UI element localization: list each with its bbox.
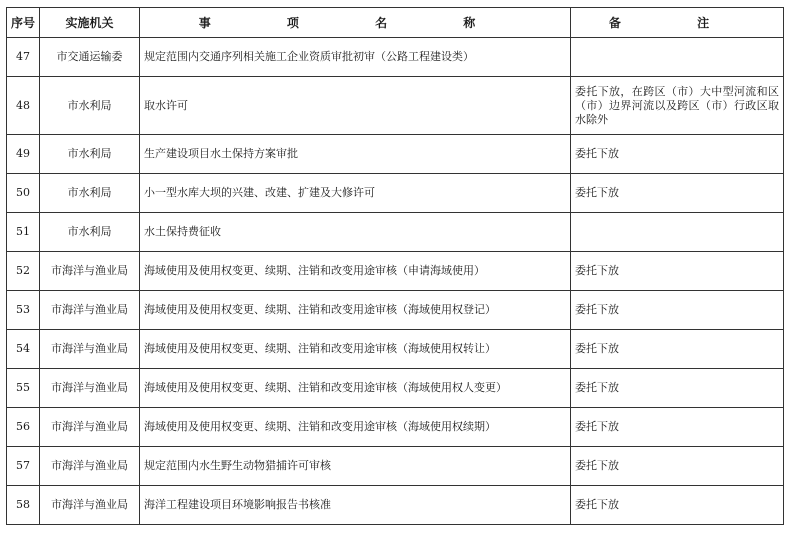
table-row [7, 408, 784, 447]
table-row [7, 291, 784, 330]
row-agency: 市水利局 [40, 135, 140, 174]
row-item: 海域使用及使用权变更、续期、注销和改变用途审核（海域使用权续期） [140, 408, 571, 447]
row-remark [571, 213, 784, 252]
row-agency: 市海洋与渔业局 [40, 291, 140, 330]
row-remark: 委托下放 [571, 486, 784, 525]
row-remark: 委托下放 [571, 252, 784, 291]
row-item: 生产建设项目水土保持方案审批 [140, 135, 571, 174]
row-num: 56 [7, 408, 40, 447]
row-remark: 委托下放，在跨区（市）大中型河流和区（市）边界河流以及跨区（市）行政区取水除外 [571, 77, 784, 135]
row-num: 57 [7, 447, 40, 486]
items-table [6, 7, 784, 525]
table-row [7, 330, 784, 369]
table-header-row [7, 8, 784, 38]
header-remark: 备 注 [571, 8, 784, 38]
row-num: 49 [7, 135, 40, 174]
row-remark: 委托下放 [571, 135, 784, 174]
table-row [7, 213, 784, 252]
row-item: 海域使用及使用权变更、续期、注销和改变用途审核（申请海域使用） [140, 252, 571, 291]
header-item: 事 项 名 称 [140, 8, 571, 38]
row-num: 47 [7, 38, 40, 77]
table-row [7, 447, 784, 486]
row-agency: 市海洋与渔业局 [40, 330, 140, 369]
row-agency: 市海洋与渔业局 [40, 408, 140, 447]
table-row [7, 135, 784, 174]
table-row [7, 77, 784, 135]
row-num: 50 [7, 174, 40, 213]
row-remark: 委托下放 [571, 291, 784, 330]
table-row [7, 252, 784, 291]
row-item: 规定范围内水生野生动物猎捕许可审核 [140, 447, 571, 486]
row-remark: 委托下放 [571, 447, 784, 486]
row-agency: 市水利局 [40, 213, 140, 252]
header-num: 序号 [7, 8, 40, 38]
row-remark: 委托下放 [571, 174, 784, 213]
table-row [7, 369, 784, 408]
row-num: 48 [7, 77, 40, 135]
row-num: 51 [7, 213, 40, 252]
row-remark: 委托下放 [571, 369, 784, 408]
row-agency: 市水利局 [40, 174, 140, 213]
row-item: 海域使用及使用权变更、续期、注销和改变用途审核（海域使用权登记） [140, 291, 571, 330]
row-item: 海域使用及使用权变更、续期、注销和改变用途审核（海域使用权转让） [140, 330, 571, 369]
row-agency: 市海洋与渔业局 [40, 447, 140, 486]
row-item: 规定范围内交通序列相关施工企业资质审批初审（公路工程建设类） [140, 38, 571, 77]
row-num: 55 [7, 369, 40, 408]
row-item: 海域使用及使用权变更、续期、注销和改变用途审核（海域使用权人变更） [140, 369, 571, 408]
row-remark: 委托下放 [571, 330, 784, 369]
row-agency: 市交通运输委 [40, 38, 140, 77]
row-agency: 市海洋与渔业局 [40, 252, 140, 291]
row-num: 53 [7, 291, 40, 330]
row-num: 54 [7, 330, 40, 369]
row-agency: 市海洋与渔业局 [40, 486, 140, 525]
row-agency: 市海洋与渔业局 [40, 369, 140, 408]
table-row [7, 486, 784, 525]
table-row [7, 38, 784, 77]
row-item: 海洋工程建设项目环境影响报告书核准 [140, 486, 571, 525]
row-remark: 委托下放 [571, 408, 784, 447]
header-agency: 实施机关 [40, 8, 140, 38]
table-row [7, 174, 784, 213]
row-remark [571, 38, 784, 77]
row-item: 水土保持费征收 [140, 213, 571, 252]
row-agency: 市水利局 [40, 77, 140, 135]
row-num: 58 [7, 486, 40, 525]
row-num: 52 [7, 252, 40, 291]
row-item: 小一型水库大坝的兴建、改建、扩建及大修许可 [140, 174, 571, 213]
row-item: 取水许可 [140, 77, 571, 135]
